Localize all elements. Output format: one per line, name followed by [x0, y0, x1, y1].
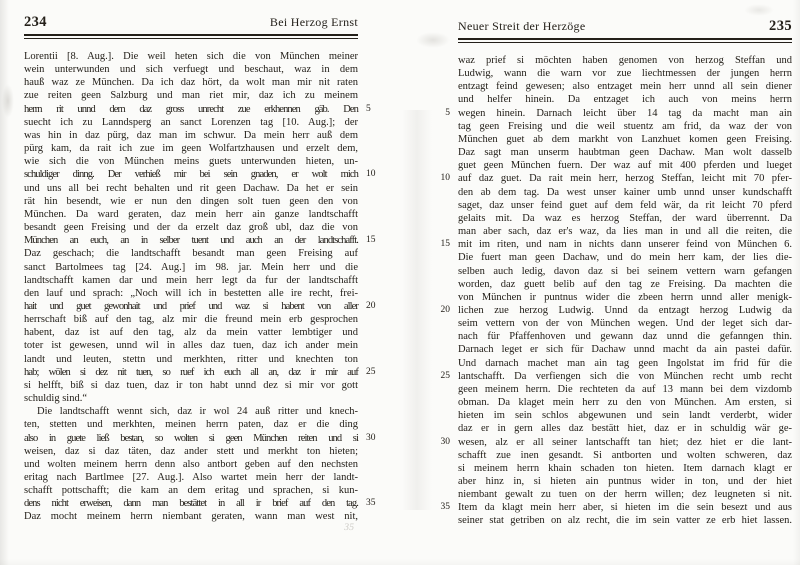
text-line: Item da klagt mein herr aber, si hieten im die sein besezt und aus 35: [440, 502, 792, 514]
text-line: hieten im sein schlos abgewunen und sein landt verderbt, wider: [458, 410, 792, 422]
text-line: mit im riten, und nam in nichts dann unserer feind von München 6. 15: [440, 239, 792, 251]
text-line: geen meinem herrn. Die rechteten da auf 13 mann bei dem vizdomb: [458, 383, 792, 395]
text-line: wie sich die von München meins guets unterwunden hieten, un-: [24, 156, 358, 168]
line-number: 15: [366, 235, 376, 246]
text-line: tag geen Freising und die weil stuentz am frid, da waz der von: [458, 120, 792, 132]
text-line: herrschaft biß auf den tag, alz mir die freund mein erb gesprochen: [24, 314, 358, 326]
text-line: und uns all bei recht behalten und rit geen Dachaw. Da het er sein: [24, 182, 358, 194]
page-left: [24, 14, 376, 533]
text-line: ten, stetten und merkhten, meinen herrn paten, daz er die ding: [24, 419, 358, 431]
text-line: zue reiten geen Salzburg und man riet mir, daz ich zu meinem: [24, 90, 358, 102]
text-line: hauß waz ze München. Da ich daz hört, da wolt man mir nit raten: [24, 77, 358, 89]
text-line: Und darnach machet man ain tag geen Ingolstat im frid für die: [458, 357, 792, 369]
text-line: Die fuert man geen Dachaw, und do mein herr kam, der lies die-: [458, 252, 792, 264]
line-number: 35: [440, 502, 450, 513]
page-number-right: 235: [769, 18, 792, 34]
line-number: 5: [366, 103, 371, 114]
running-head-right: Neuer Streit der Herzöge: [458, 19, 586, 33]
text-line: waz prief si möchten haben genomen von herzog Steffan und: [458, 55, 792, 66]
text-line: München. Da ward geraten, daz mein herr ain ganze landtschafft: [24, 208, 358, 220]
text-line: selben auch ledig, davon daz si bei seinem vettern warn gefangen: [458, 265, 792, 277]
text-line: landtschafft kamen dar und mein herr legt da fur der landtschafft: [24, 274, 358, 286]
text-line: gelaits mit. Da waz es herzog Steffan, der ward überrennt. Da: [458, 212, 792, 224]
text-line: entzagt feind gewesen; also entzaget mein herr unnd all sein diener: [458, 81, 792, 93]
line-number: 10: [366, 169, 376, 180]
text-line: auf daz guet. Da rait mein herr, herzog Steffan, leicht mit 70 pfer- 10: [440, 173, 792, 185]
text-line: München an euch, an in selber tuent und auch an der landtschafft. 15: [24, 235, 376, 247]
text-line: schafft pottschafft; die kam an dem eritag und sprachen, si kun-: [24, 485, 358, 497]
text-line: aber hinz in, si hieten ain puntnus wider in ton, und der hiet: [458, 476, 792, 487]
text-line: daz er in gern alles daz bestätt hiet, daz er in schuldig wär ge-: [458, 423, 792, 435]
scan-smudge: [2, 84, 14, 118]
page-number-left: 234: [24, 14, 47, 30]
text-line: wein unterwunden und sich verfuegt und beschaut, waz in dem: [24, 64, 358, 76]
text-line: schafft zue inen gesandt. Si antborten und wolten schweren, daz: [458, 449, 792, 461]
text-line: wegen hinein. Darnach leicht über 14 tag da macht man ain 5: [445, 107, 792, 119]
text-line: Lorentii [8. Aug.]. Die weil heten sich die von München meiner: [24, 51, 358, 62]
page-body-left: [24, 50, 376, 524]
page-left-header: [24, 14, 358, 31]
text-line: toter ist gewesen, unnd wil in alles daz tuen, daz ich ander mein: [24, 340, 358, 352]
text-line: Die landtschafft wennt sich, daz ir wol 24 auß ritter und knech-: [37, 406, 358, 418]
text-line: Daz sagt man unserm haubtman geen Dachaw. Man wolt dasselb: [458, 147, 792, 159]
text-line: und helfer hinein. Da entzaget ich auch von meins herrn: [458, 94, 792, 106]
showthrough-artifact: 35: [343, 522, 355, 533]
text-line: was hin in daz pürg, daz man im schwur. Da mein herr auß dem: [24, 129, 358, 141]
header-rule-right: [458, 38, 792, 43]
text-line: si meinem herrn khain schaden ton hieten. Item darnach klagt er: [458, 462, 792, 474]
text-line: München guet ab dem markht von Lanzhuet komen geen Freising.: [458, 133, 792, 145]
text-line: Ludwig, wann die warn vor zue liechtmessen der jungen herrn: [458, 68, 792, 80]
text-line: schuldiger dinng. Der verhieß mir bei sein gnaden, er wolt mich 10: [24, 169, 376, 181]
text-line: landt und leuten, stettn und merkhten, ritter und knechten ton: [24, 353, 358, 365]
line-number: 10: [440, 173, 450, 184]
text-line: si helfft, biß si daz tuen, daz ir ton habt unnd dez si mir vor gott: [24, 379, 358, 391]
text-line: saget, daz unser feind guet auf dem feld wär, da rit leicht 70 pferd: [458, 199, 792, 211]
header-rule-left: [24, 34, 358, 39]
text-line: sanct Bartolmees tag [24. Aug.] im 98. jar. Mein herr und die: [24, 261, 358, 273]
line-number: 20: [440, 304, 450, 315]
text-line: obman. Da klaget mein herr zu den von München. Am ersten, si: [458, 397, 792, 409]
line-number: 20: [366, 300, 376, 311]
text-line: nach für Pfaffenhoven und gewann daz unnd die gefanngen thin.: [458, 331, 792, 343]
text-line: eritag nach Bartlmee [27. Aug.]. Also wartet mein herr der landt-: [24, 472, 358, 483]
text-line: worden, daz guett belib auf den tag ze Freising. Da machten die: [458, 278, 792, 290]
text-line: guet geen München fuern. Der waz auf mit 400 pferden und lueget: [458, 160, 792, 172]
text-line: von München ir puntnus wider die zbeen herrn unnd aller menigk-: [458, 291, 792, 303]
text-line: den lauf und sprach: „Noch will ich in bestetten alle ire recht, frei-: [24, 287, 358, 299]
page-right-header: [458, 18, 792, 35]
page-gutter-shadow: [402, 110, 432, 510]
text-line: herrn rit unnd dem daz gross unrecht zue erkhennen gäb. Den 5: [24, 103, 371, 115]
text-line: hait und guet gewonhait und prief und waz si habent von aller 20: [24, 300, 376, 312]
text-line: hab; wölen si dez nit tuen, so ruef ich euch all an, daz ir mir auf 25: [24, 366, 376, 378]
line-number: 35: [366, 498, 376, 509]
text-line: seiner stat getriben on alz recht, die im sein vatter ze erb hiet lassen.: [458, 515, 792, 527]
text-line: lichen zue herzog Ludwig. Unnd da entzagt herzog Ludwig da 20: [440, 304, 792, 316]
text-line: weisen, daz si daz täten, daz ander stett und merkht ton hieten;: [24, 445, 358, 457]
text-line: man aber sach, daz er's waz, da lies man in und all die reiten, die: [458, 226, 792, 238]
line-number: 5: [445, 107, 450, 118]
line-number: 15: [440, 239, 450, 250]
text-line: Darnach leget er sich für Dachaw unnd macht da ain pastei dafür.: [458, 344, 792, 356]
text-line: besandt geen Freising und der da erzelt daz groß ubl, daz die von: [24, 222, 358, 234]
scan-smudge: [416, 32, 450, 48]
line-number: 30: [440, 436, 450, 447]
text-line: den ab dem tag. Da west unser kainer umb unnd unser kundschafft: [458, 186, 792, 198]
text-line: lantschafft. Da verfiengen sich die von München recht umb recht 25: [440, 370, 792, 382]
text-line: niembant gewalt zu tuen on der herrn willen; dez leugneten si nit.: [458, 489, 792, 501]
page-body-right: [440, 54, 792, 528]
text-line: seim vettern von der von München wegen. Und der leget sich dar-: [458, 318, 792, 330]
line-number: 25: [366, 366, 376, 377]
scan-smudge: [744, 4, 774, 16]
text-line: dens nicht erweisen, dann man bestättet in all ir brief auf den tag. 35: [24, 498, 376, 510]
text-line: also in guete ließ bestan, so wolten si geen München reiten und si 30: [24, 432, 376, 444]
text-line: pürg kam, da rait ich zue im geen Wolfartzhausen und erzelt dem,: [24, 143, 358, 155]
text-line: suecht ich zu Lanndsperg an sanct Lorenzen tag [10. Aug.]; der: [24, 116, 358, 128]
running-head-left: Bei Herzog Ernst: [269, 15, 358, 29]
page-right: [440, 18, 792, 528]
text-line: und wolten meinem herrn denn also antbort geben auf den nechsten: [24, 458, 358, 470]
line-number: 25: [440, 370, 450, 381]
text-line: wesen, alz er all seiner lantschafft tan hiet; dez hiet er die lant- 30: [440, 436, 792, 448]
text-line: schuldig sind.“: [24, 393, 87, 405]
line-number: 30: [366, 432, 376, 443]
text-line: rät hin besendt, wie er nun den dingen solt tuen geen den von: [24, 195, 358, 207]
text-line: Daz geschach; die landtschafft besandt man geen Freising auf: [24, 248, 358, 260]
text-line: Daz mocht meinem herrn niembant geraten, wann man west nit,: [24, 511, 358, 523]
text-line: habent, daz ist auf den tag, alz da mein vatter lembtiger und: [24, 327, 358, 339]
